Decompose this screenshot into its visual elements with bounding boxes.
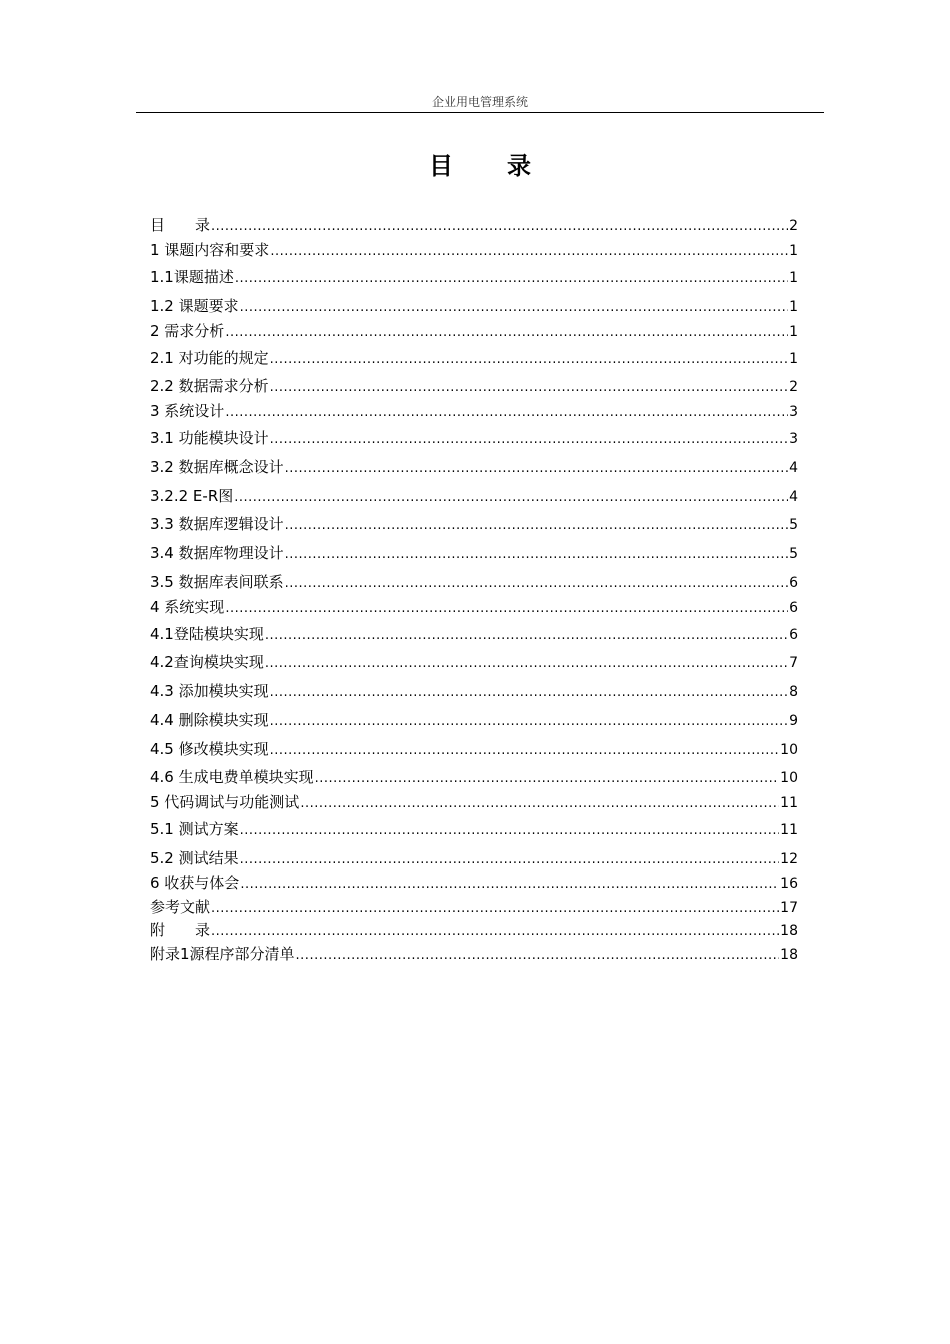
toc-heading: 目录 — [429, 152, 585, 180]
toc-entry-page-number: 5 — [789, 546, 798, 562]
toc-entry-page-number: 11 — [780, 822, 798, 838]
toc-entry[interactable] — [150, 944, 798, 964]
toc-entry-label: 4 系统实现 — [150, 598, 225, 616]
toc-entry-page-number: 1 — [789, 324, 798, 340]
toc-dot-leader — [211, 899, 779, 919]
toc-dot-leader — [265, 654, 788, 674]
toc-dot-leader — [270, 683, 788, 703]
toc-entry[interactable] — [150, 428, 798, 448]
toc-entry-page-number: 6 — [789, 575, 798, 591]
toc-entry-label: 2.2 数据需求分析 — [150, 377, 269, 395]
toc-entry[interactable] — [150, 296, 798, 316]
toc-entry-label: 5.2 测试结果 — [150, 849, 239, 867]
toc-entry[interactable] — [150, 710, 798, 730]
toc-list — [150, 0, 798, 1000]
toc-entry-page-number: 1 — [789, 299, 798, 315]
toc-entry-page-number: 1 — [789, 351, 798, 367]
toc-entry-label: 2 需求分析 — [150, 322, 225, 340]
toc-entry-label: 3.2 数据库概念设计 — [150, 458, 284, 476]
toc-dot-leader — [285, 545, 788, 565]
toc-entry[interactable] — [150, 819, 798, 839]
toc-dot-leader — [296, 946, 780, 966]
toc-entry[interactable] — [150, 514, 798, 534]
toc-entry-page-number: 10 — [780, 770, 798, 786]
toc-entry-page-number: 1 — [789, 243, 798, 259]
toc-entry-label: 5.1 测试方案 — [150, 820, 239, 838]
toc-entry-page-number: 12 — [780, 851, 798, 867]
toc-dot-leader — [225, 403, 788, 423]
toc-dot-leader — [300, 794, 779, 814]
toc-entry[interactable] — [150, 897, 798, 917]
toc-dot-leader — [240, 821, 780, 841]
toc-entry[interactable] — [150, 376, 798, 396]
toc-entry[interactable] — [150, 267, 798, 287]
toc-dot-leader — [225, 599, 788, 619]
toc-entry[interactable] — [150, 572, 798, 592]
toc-entry-page-number: 4 — [789, 460, 798, 476]
toc-dot-leader — [315, 769, 780, 789]
toc-entry-page-number: 18 — [780, 947, 798, 963]
toc-dot-leader — [234, 488, 788, 508]
toc-entry[interactable] — [150, 321, 798, 341]
toc-entry-label: 6 收获与体会 — [150, 874, 240, 892]
toc-entry[interactable] — [150, 681, 798, 701]
toc-dot-leader — [270, 741, 780, 761]
toc-entry[interactable] — [150, 739, 798, 759]
toc-entry-label: 2.1 对功能的规定 — [150, 349, 269, 367]
toc-entry[interactable] — [150, 848, 798, 868]
toc-entry-label: 3.4 数据库物理设计 — [150, 544, 284, 562]
toc-entry-label: 3.2.2 E-R图 — [150, 487, 234, 505]
toc-entry-page-number: 18 — [780, 923, 798, 939]
toc-entry[interactable] — [150, 792, 798, 812]
toc-entry-page-number: 3 — [789, 431, 798, 447]
toc-entry-label: 附录1源程序部分清单 — [150, 945, 295, 963]
toc-entry-label: 4.4 删除模块实现 — [150, 711, 269, 729]
toc-entry-page-number: 9 — [789, 713, 798, 729]
toc-entry[interactable] — [150, 920, 798, 940]
toc-entry[interactable] — [150, 624, 798, 644]
toc-entry-label: 4.5 修改模块实现 — [150, 740, 269, 758]
toc-entry-label: 1.2 课题要求 — [150, 297, 239, 315]
toc-entry-label: 3.1 功能模块设计 — [150, 429, 269, 447]
toc-entry[interactable] — [150, 457, 798, 477]
toc-dot-leader — [211, 922, 779, 942]
toc-entry-label: 参考文献 — [150, 898, 211, 916]
toc-entry[interactable] — [150, 215, 798, 235]
toc-entry-page-number: 6 — [789, 600, 798, 616]
toc-entry[interactable] — [150, 348, 798, 368]
toc-entry-page-number: 2 — [789, 218, 798, 234]
toc-entry-page-number: 1 — [789, 270, 798, 286]
toc-dot-leader — [225, 323, 788, 343]
toc-entry-page-number: 7 — [789, 655, 798, 671]
toc-dot-leader — [265, 626, 788, 646]
toc-entry[interactable] — [150, 873, 798, 893]
toc-dot-leader — [240, 850, 780, 870]
toc-entry-page-number: 4 — [789, 489, 798, 505]
toc-entry-label: 3 系统设计 — [150, 402, 225, 420]
toc-dot-leader — [270, 350, 788, 370]
toc-entry-label: 4.2查询模块实现 — [150, 653, 264, 671]
toc-entry[interactable] — [150, 543, 798, 563]
toc-dot-leader — [285, 574, 788, 594]
toc-entry-page-number: 11 — [780, 795, 798, 811]
toc-dot-leader — [240, 298, 788, 318]
running-header-title: 企业用电管理系统 — [431, 95, 528, 109]
toc-entry-label: 1.1课题描述 — [150, 268, 234, 286]
toc-entry-label: 3.5 数据库表间联系 — [150, 573, 284, 591]
toc-entry-label: 4.6 生成电费单模块实现 — [150, 768, 314, 786]
toc-dot-leader — [270, 712, 788, 732]
toc-dot-leader — [285, 516, 788, 536]
toc-dot-leader — [270, 242, 788, 262]
toc-entry-label: 4.1登陆模块实现 — [150, 625, 264, 643]
toc-entry-page-number: 6 — [789, 627, 798, 643]
toc-entry-label: 1 课题内容和要求 — [150, 241, 270, 259]
toc-dot-leader — [285, 459, 788, 479]
toc-dot-leader — [240, 875, 779, 895]
toc-entry-page-number: 16 — [780, 876, 798, 892]
toc-entry-page-number: 8 — [789, 684, 798, 700]
toc-dot-leader — [235, 269, 788, 289]
toc-entry[interactable] — [150, 652, 798, 672]
toc-entry-page-number: 17 — [780, 900, 798, 916]
toc-entry[interactable] — [150, 240, 798, 260]
toc-entry-label: 5 代码调试与功能测试 — [150, 793, 300, 811]
toc-entry[interactable] — [150, 401, 798, 421]
toc-entry-label: 目 录 — [150, 216, 211, 234]
toc-entry-page-number: 5 — [789, 517, 798, 533]
toc-entry-label: 4.3 添加模块实现 — [150, 682, 269, 700]
toc-entry-page-number: 3 — [789, 404, 798, 420]
toc-entry[interactable] — [150, 597, 798, 617]
toc-entry[interactable] — [150, 767, 798, 787]
toc-entry-page-number: 10 — [780, 742, 798, 758]
toc-dot-leader — [211, 217, 788, 237]
toc-entry-page-number: 2 — [789, 379, 798, 395]
toc-entry-label: 3.3 数据库逻辑设计 — [150, 515, 284, 533]
toc-entry[interactable] — [150, 486, 798, 506]
toc-dot-leader — [270, 430, 788, 450]
toc-dot-leader — [270, 378, 788, 398]
toc-entry-label: 附 录 — [150, 921, 211, 939]
